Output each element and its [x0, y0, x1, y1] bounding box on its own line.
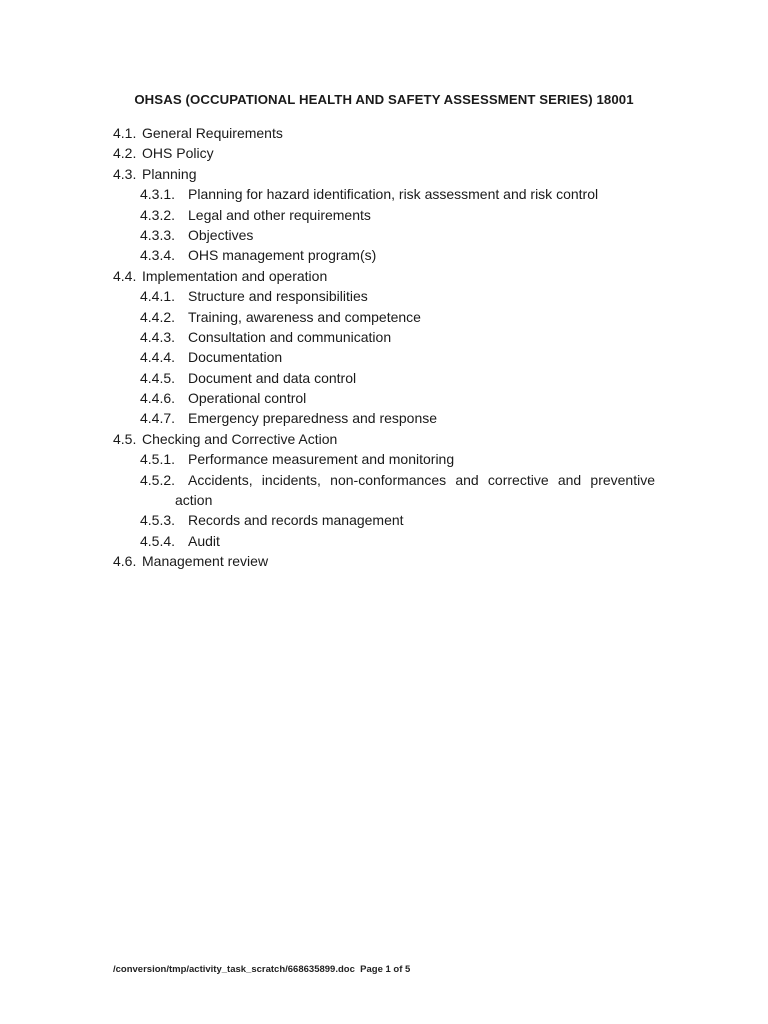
- subsection-title: Legal and other requirements: [188, 206, 371, 223]
- subsection-title: Emergency preparedness and response: [188, 410, 438, 427]
- outline-subitem: [113, 286, 658, 306]
- subsection-title: Structure and responsibilities: [188, 288, 368, 305]
- subsection-number: 4.4.1.: [140, 288, 176, 305]
- subsection-number: 4.5.1.: [140, 451, 176, 468]
- outline-subitem: [113, 327, 658, 347]
- outline-item: [113, 551, 658, 571]
- section-title: OHS Policy: [142, 145, 214, 162]
- outline-item: [113, 429, 658, 449]
- section-number: 4.5.: [113, 430, 137, 447]
- subsection-number: 4.3.4.: [140, 247, 176, 264]
- subsection-title-continuation: action: [175, 492, 213, 509]
- subsection-title: Consultation and communication: [188, 328, 392, 345]
- subsection-title: Operational control: [188, 390, 307, 407]
- subsection-title: OHS management program(s): [188, 247, 377, 264]
- subsection-number: 4.5.2.: [140, 471, 176, 488]
- section-number: 4.6.: [113, 553, 137, 570]
- subsection-title: Records and records management: [188, 512, 404, 529]
- outline-item: [113, 266, 658, 286]
- subsection-title: Audit: [188, 532, 220, 549]
- subsection-title: Document and data control: [188, 369, 357, 386]
- subsection-number: 4.3.3.: [140, 226, 176, 243]
- outline-subitem: [113, 225, 658, 245]
- footer-file-path: /conversion/tmp/activity_task_scratch/668635899.doc: [113, 964, 355, 975]
- subsection-number: 4.4.7.: [140, 410, 176, 427]
- section-number: 4.1.: [113, 125, 137, 141]
- subsection-number: 4.4.5.: [140, 369, 176, 386]
- subsection-number: 4.3.1.: [140, 186, 176, 203]
- subsection-number: 4.5.4.: [140, 532, 176, 549]
- page-footer: [113, 964, 410, 975]
- section-number: 4.4.: [113, 267, 137, 284]
- outline-subitem: [113, 470, 658, 511]
- outline-subitem: [113, 449, 658, 469]
- document-title: OHSAS (OCCUPATIONAL HEALTH AND SAFETY ASSESSMENT SERIES) 18001: [134, 92, 634, 107]
- outline-subitem: [113, 531, 658, 551]
- subsection-number: 4.4.3.: [140, 328, 176, 345]
- section-title: General Requirements: [142, 125, 283, 141]
- section-number: 4.2.: [113, 145, 137, 162]
- footer-page-number: Page 1 of 5: [360, 964, 411, 975]
- subsection-number: 4.4.2.: [140, 308, 176, 325]
- outline-item: [113, 164, 658, 184]
- outline-subitem: [113, 184, 658, 204]
- subsection-title: Performance measurement and monitoring: [188, 451, 455, 468]
- section-outline: [113, 123, 658, 572]
- outline-subitem: [113, 307, 658, 327]
- section-title: Implementation and operation: [142, 267, 328, 284]
- subsection-title: Documentation: [188, 349, 283, 366]
- outline-subitem: [113, 205, 658, 225]
- subsection-number: 4.4.4.: [140, 349, 176, 366]
- subsection-title: Objectives: [188, 226, 254, 243]
- section-number: 4.3.: [113, 165, 137, 182]
- outline-subitem: [113, 368, 658, 388]
- subsection-number: 4.5.3.: [140, 512, 176, 529]
- outline-subitem: [113, 388, 658, 408]
- subsection-number: 4.4.6.: [140, 390, 176, 407]
- outline-subitem: [113, 245, 658, 265]
- subsection-number: 4.3.2.: [140, 206, 176, 223]
- outline-item: [113, 123, 658, 143]
- section-title: Planning: [142, 165, 197, 182]
- outline-subitem: [113, 408, 658, 428]
- outline-subitem: [113, 510, 658, 530]
- outline-item: [113, 143, 658, 163]
- outline-subitem: [113, 347, 658, 367]
- section-title: Checking and Corrective Action: [142, 430, 338, 447]
- subsection-title: Accidents, incidents, non-conformances and corrective and preventive: [188, 471, 655, 488]
- subsection-title: Planning for hazard identification, risk assessment and risk control: [188, 186, 599, 203]
- subsection-title: Training, awareness and competence: [188, 308, 421, 325]
- section-title: Management review: [142, 553, 269, 570]
